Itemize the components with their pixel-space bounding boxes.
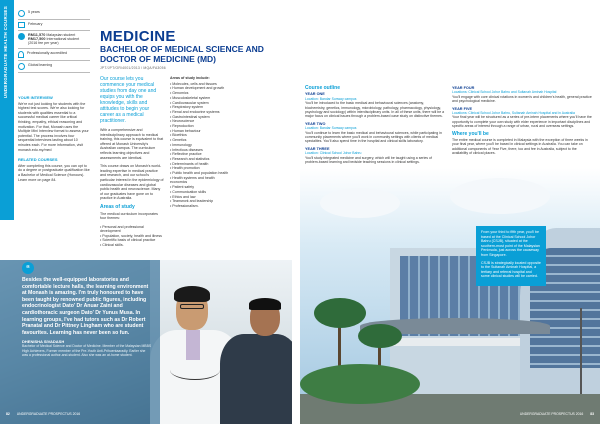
fee-malaysian: RM11,570 xyxy=(28,33,46,37)
list-item: • Health systems and health economics xyxy=(170,176,232,185)
quote-text: Besides the well-equipped laboratories and comfortable lecture halls, the learning environment at Monash is amazing. I'm truly honoured to have been taught by renowned public figures, including endocrinologist Dato' Dr Anuar Zaini and cardiothoracic surgeon Dato' Dr Yunus Musa. In learning groups, I've had tutors such as Dr Robert Pranatal and Dr Pittney Lingham who are student favourites. Learning has never been so fun. xyxy=(22,277,149,336)
building-band xyxy=(390,338,540,346)
fees-row xyxy=(18,31,90,49)
list-item: • Molecules, cells and tissues xyxy=(170,82,232,87)
accreditation-row xyxy=(18,49,90,61)
year-four-location: Locations: Clinical School Johor Bahru and Sultanah Aminah Hospital xyxy=(452,90,557,95)
areas-heading: Areas of study xyxy=(100,203,135,210)
themes-list xyxy=(100,225,164,248)
list-item: • Teamwork and leadership xyxy=(170,199,232,204)
list-item: • Neuroscience xyxy=(170,119,232,124)
year-two-location: Location: Bandar Sunway campus xyxy=(305,126,357,131)
interview-heading: YOUR INTERVIEW xyxy=(18,95,53,100)
page-number-left: 82 xyxy=(6,412,10,416)
fees-block xyxy=(28,33,79,46)
year-two-text: You'll continue to learn the basic medical and behavioural sciences, while participating in community placements where you'll work in community settings with clients of medical specialties. You'll also spend time in the hospital and clinical skills laboratory. xyxy=(305,130,442,144)
fee-international: RM17,500 xyxy=(28,37,46,42)
list-item: • Clinical skills. xyxy=(100,243,164,248)
intro-paragraph-1: With a comprehensive and interdisciplinary approach to medical training, this course is equivalent to that offered at Monash University's Australian campus. The curriculum reflects learning objectives and assessments are identical. xyxy=(100,128,164,160)
list-item: • Musculoskeletal system xyxy=(170,96,232,101)
patient-body xyxy=(220,334,292,424)
accreditation-value: Professionally accredited xyxy=(27,50,67,55)
year-one-location: Location: Bandar Sunway campus xyxy=(305,96,357,101)
list-item: • Personal and professional development xyxy=(100,225,164,234)
coin-icon xyxy=(18,33,25,40)
duration-value: 5 years xyxy=(28,10,40,14)
callout-paragraph-1: From your third to fifth year, you'll be based at the Clinical School Johor Bahru (CSJB), situated at the southern-most point of the Malaysian Peninsula, just across the causeway from Singapore. xyxy=(481,230,540,257)
year-four-text: You'll engage with core clinical rotations in women's and children's health, general practice and psychological medicine. xyxy=(452,94,592,104)
list-item: • Bioethics xyxy=(170,133,232,138)
list-item: • Gastrointestinal system xyxy=(170,115,232,120)
list-item: • Scientific basis of clinical practice xyxy=(100,238,164,243)
clinical-school-callout xyxy=(476,226,546,286)
fee-international-note: International student xyxy=(46,37,80,42)
stethoscope xyxy=(170,360,220,380)
calendar-icon xyxy=(18,22,25,28)
clock-icon xyxy=(18,10,25,17)
list-item: • Population, society, health and illness xyxy=(100,234,164,239)
quote-author: DHENISHA SIVADASH xyxy=(22,339,65,345)
list-item: • Respiratory system xyxy=(170,105,232,110)
quote-author-role: Bachelor of Medical Science and Doctor of Medicine. Member of the Malaysian MBBS High Achievers, Former member of the Pre-Youth Anti-Prihuentaaradly. Earlier she was a professional author-and-student. Also she was an at-home student. xyxy=(22,344,152,357)
where-heading: Where you'll be xyxy=(452,130,489,137)
glasses xyxy=(180,304,204,309)
lamp-pole xyxy=(580,308,582,398)
list-item: • Patient safety xyxy=(170,185,232,190)
page-number-right: 83 xyxy=(590,412,594,416)
footer-right-text: UNDERGRADUATE PROSPECTUS 2016 xyxy=(519,412,584,416)
list-item: • Genetics xyxy=(170,138,232,143)
year-one-text: You'll be introduced to the basic medical and behavioural sciences (anatomy, biochemistry, genetics, immunology, microbiology, pathology, pharmacology, physiology, psychology and sociology) within interdisciplinary units. In all of these units, there will be a major focus on clinical issues through a problem-based case study on distinctive themes. xyxy=(305,101,445,119)
list-item: • Public health and population health xyxy=(170,171,232,176)
list-item: • Health promotion xyxy=(170,166,232,171)
list-item: • Human development and growth xyxy=(170,86,232,91)
shirt xyxy=(186,330,200,360)
title-block xyxy=(100,30,300,70)
list-item: • Research and statistics xyxy=(170,157,232,162)
left-notes xyxy=(18,96,90,188)
course-outline-heading: Course outline xyxy=(305,85,341,91)
palm-tree xyxy=(314,298,366,328)
year-three-label: YEAR THREE xyxy=(305,146,330,151)
footer-left xyxy=(6,412,80,416)
study-areas-list xyxy=(170,82,232,209)
year-five-location: Locations: Clinical School Johor Bahru, Sultanah Aminah Hospital and in Australia xyxy=(452,111,575,116)
patient-hair xyxy=(249,298,281,310)
later-years xyxy=(452,86,592,159)
list-item: • Immunology xyxy=(170,143,232,148)
ribbon-icon xyxy=(18,51,24,58)
quote-icon: “ xyxy=(22,262,34,274)
course-outline xyxy=(305,86,445,168)
related-text: After completing this course, you can opt to do a degree or postgraduate qualification like a Bachelor of Medical Science (Honours). Learn more on page 84. xyxy=(18,163,90,182)
interview-text: We're not just looking for students with the highest test scores. We're also looking for students with qualities essential to a successful medical career like critical thinking, empathy, ethical reasoning and motivation. For that, Monash uses the Multiple Mini Interview format to assess your potential. The process involves four sequential interviews lasting about 10 minutes each. For more information, visit monash.edu.my/med xyxy=(18,101,89,152)
fee-year-note: (2016 fee per year) xyxy=(28,41,59,46)
intro-lead: Our course lets you commence your medical studies from day one and equips you with the knowledge, skills and attitudes to begin your career as a medical practitioner. xyxy=(100,76,157,124)
duration-row xyxy=(18,8,90,20)
cloud xyxy=(450,178,550,214)
footer-right xyxy=(520,412,594,416)
side-tab-label: UNDERGRADUATE HEALTH COURSES xyxy=(3,6,8,99)
list-item: • Ethics and law xyxy=(170,195,232,200)
page-title: MEDICINE xyxy=(100,28,176,45)
fee-malaysian-note: Malaysian student xyxy=(46,33,76,37)
list-item: • Renal and endocrine systems xyxy=(170,110,232,115)
year-two-label: YEAR TWO xyxy=(305,121,326,126)
callout-paragraph-2: CSJB is strategically located opposite to the Sultanah Aminah Hospital, a tertiary and referral hospital and some clinical studies will be carried. xyxy=(481,260,541,279)
cloud xyxy=(320,188,400,218)
campus-photo xyxy=(300,168,600,424)
year-one-label: YEAR ONE xyxy=(305,92,325,97)
year-four-label: YEAR FOUR xyxy=(452,86,475,90)
footer-left-text: UNDERGRADUATE PROSPECTUS 2016 xyxy=(16,412,81,416)
degree-title: BACHELOR OF MEDICAL SCIENCE AND DOCTOR OF MEDICINE (MD) xyxy=(100,44,264,64)
list-item: • Determinants of health xyxy=(170,162,232,167)
palm-tree xyxy=(358,324,402,348)
where-text: The entire medical course is completed in Malaysia with the exception of three weeks in your final year, where you'll be based in clinical settings in Australia. You can take on additional components of Year Five, there, too and fee in Australia, subject to the availability of clinical places. xyxy=(452,138,588,156)
shrubs xyxy=(300,364,420,404)
year-three-text: You'll study integrated medicine and surgery, which will be taught using a series of problem-based learning and bedside teaching sessions in clinical settings. xyxy=(305,155,432,165)
list-item: • Communication skills xyxy=(170,190,232,195)
areas-intro: The medical curriculum incorporates four themes: xyxy=(100,211,158,221)
list-item: • Reproduction xyxy=(170,124,232,129)
global-value: Global learning xyxy=(28,62,53,67)
list-item: • Cardiovascular system xyxy=(170,101,232,106)
intake-value: February xyxy=(28,22,43,26)
study-areas-column xyxy=(170,76,232,209)
intro-column xyxy=(100,76,164,248)
accreditation-code: JPT/JPT/OR/4001/2013 / MQA/FA3056 xyxy=(100,66,166,70)
intro-paragraph-2: This course draws on Monash's world-leading expertise in medical practice and research, and our school's particular interest in the epidemiology of cardiovascular diseases and global public health and neuroscience. Many of our graduates have gone on to practice in Australia. xyxy=(100,164,164,201)
globe-icon xyxy=(18,63,25,70)
global-row xyxy=(18,61,90,73)
student-quote xyxy=(22,262,152,357)
year-five-text: Your final year will be structured as a series of pre-intern placements where you'll have the opportunity to complete your own study with elder experience in important disciplines and specific areas of interest through a range of urban, rural and overseas settings. xyxy=(452,115,592,129)
course-facts xyxy=(18,8,90,73)
year-three-location: Location: Clinical School Johor Bahru xyxy=(305,151,362,156)
related-heading: RELATED COURSES xyxy=(18,157,58,163)
list-item: • Professionalism. xyxy=(170,204,232,209)
list-item: • Infectious diseases xyxy=(170,148,232,153)
list-item: • Human behaviour xyxy=(170,129,232,134)
list-item: • Genomics xyxy=(170,91,232,96)
side-tab xyxy=(0,0,14,220)
intake-row xyxy=(18,20,90,31)
student-hair xyxy=(174,286,210,302)
list-item: • Reflective practice xyxy=(170,152,232,157)
year-five-label: YEAR FIVE xyxy=(452,106,473,111)
patient-figure xyxy=(220,300,292,424)
study-areas-heading: Areas of study include: xyxy=(170,76,210,80)
